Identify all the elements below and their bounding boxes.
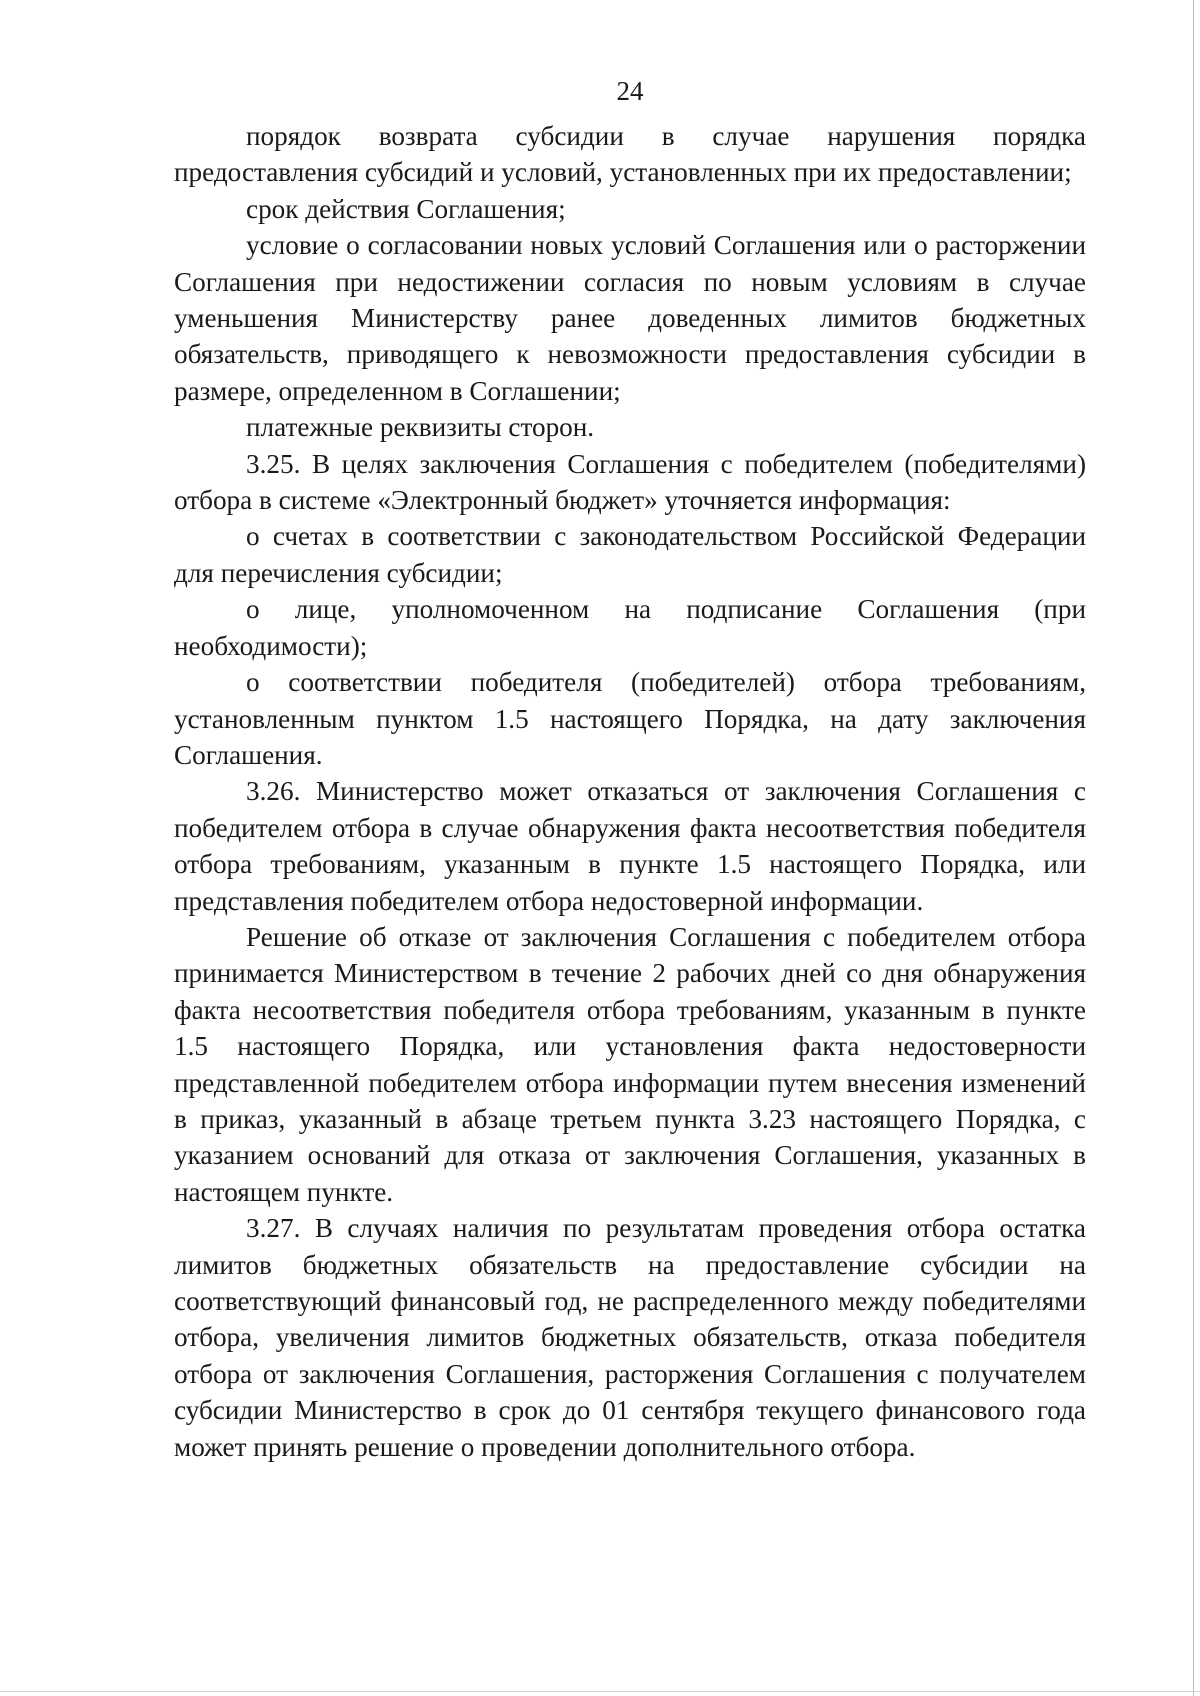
page-number: 24 [616, 76, 644, 106]
scan-edge-right [1193, 0, 1194, 1696]
paragraph-accounts: о счетах в соответствии с законодательством Российской Федерации для перечисления субсидии; [174, 521, 1086, 588]
paragraph-3-27: 3.27. В случаях наличия по результатам проведения отбора остатка лимитов бюджетных обязательств на предоставление субсидии на соответствующий финансовый год, не распределенного между победителями отбора, увеличения лимитов бюджетных обязательств, отказа победителя отбора от заключения Соглашения, расторжения Соглашения с получателем субсидии Министерство в срок до 01 сентября текущего финансового года может принять решение о проведении дополнительного отбора. [174, 1213, 1086, 1462]
paragraph-refund-procedure: порядок возврата субсидии в случае нарушения порядка предоставления субсидий и условий, установленных при их предоставлении; [174, 121, 1086, 188]
paragraph-new-conditions: условие о согласовании новых условий Соглашения или о расторжении Соглашения при недостижении согласия по новым условиям в случае уменьшения Министерству ранее доведенных лимитов бюджетных обязательств, приводящего к невозможности предоставления субсидии в размере, определенном в Соглашении; [174, 230, 1086, 406]
paragraph-3-25: 3.25. В целях заключения Соглашения с победителем (победителями) отбора в системе «Электронный бюджет» уточняется информация: [174, 448, 1086, 516]
paragraph-3-26: 3.26. Министерство может отказаться от заключения Соглашения с победителем отбора в случае обнаружения факта несоответствия победителя отбора требованиям, указанным в пункте 1.5 настоящего Порядка, или представления победителем отбора недостоверной информации. [174, 776, 1086, 916]
paragraph-payment-details: платежные реквизиты сторон. [246, 412, 595, 443]
document-body [174, 118, 1086, 1465]
paragraph-refusal-decision: Решение об отказе от заключения Соглашения с победителем отбора принимается Министерством в течение 2 рабочих дней со дня обнаружения факта несоответствия победителя отбора требованиям, указанным в пункте 1.5 настоящего Порядка, или установления факта недостоверности представленной победителем отбора информации путем внесения изменений в приказ, указанный в абзаце третьем пункта 3.23 настоящего Порядка, с указанием оснований для отказа от заключения Соглашения, указанных в настоящем пункте. [174, 921, 1086, 1207]
scan-edge-bottom [0, 1691, 1200, 1692]
paragraph-agreement-term: срок действия Соглашения; [246, 193, 566, 224]
paragraph-authorized-person: о лице, уполномоченном на подписание Соглашения (при необходимости); [174, 594, 1086, 661]
paragraph-compliance: о соответствии победителя (победителей) отбора требованиям, установленным пунктом 1.5 настоящего Порядка, на дату заключения Соглашения. [174, 667, 1086, 770]
